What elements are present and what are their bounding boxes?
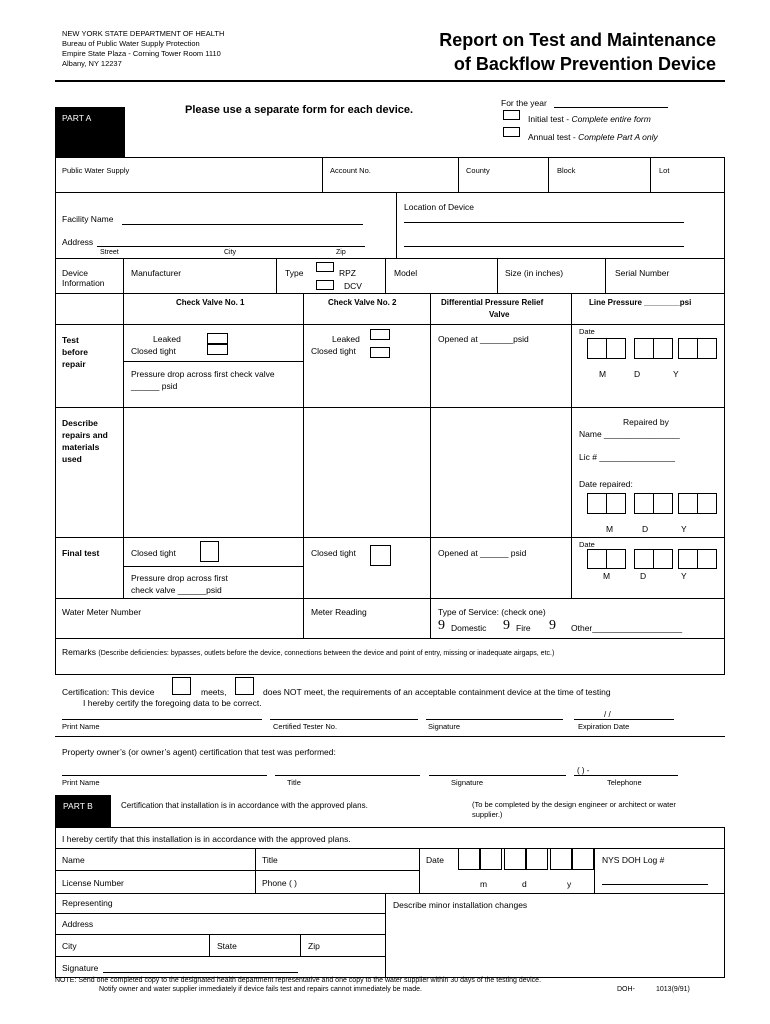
part-b-date-d: d <box>522 879 527 889</box>
final-cv2-checkbox[interactable] <box>370 545 391 566</box>
date-digit-box[interactable] <box>653 493 673 514</box>
rule <box>55 893 725 894</box>
meets-label: meets, <box>201 687 227 697</box>
device-info-label: Device Information <box>62 268 105 288</box>
final-cv1-checkbox[interactable] <box>200 541 219 562</box>
date-digit-box[interactable] <box>634 549 654 569</box>
part-b-name-label: Name <box>62 855 85 865</box>
rule <box>571 293 572 598</box>
check-valve-2-header: Check Valve No. 2 <box>328 298 397 307</box>
form-id-prefix: DOH- <box>617 986 635 993</box>
location-field-line1[interactable] <box>404 222 684 223</box>
test-date-y: Y <box>673 369 679 379</box>
county-label: County <box>466 166 490 175</box>
date-digit-box[interactable] <box>678 338 698 359</box>
part-b-title-label: Title <box>262 855 278 865</box>
owner-telephone-field[interactable] <box>574 775 678 776</box>
date-digit-box[interactable] <box>697 338 717 359</box>
cv1-closed-tight-label: Closed tight <box>131 346 176 356</box>
owner-signature-label: Signature <box>451 778 484 787</box>
date-digit-box[interactable] <box>572 848 594 870</box>
nys-doh-log-label: NYS DOH Log # <box>602 855 665 865</box>
part-b-label-block <box>55 795 111 827</box>
rule <box>430 293 431 598</box>
certification-prefix: Certification: This device <box>62 687 155 697</box>
phone-format: ( ) - <box>577 766 590 775</box>
final-relief-opened-at-label: Opened at ______ psid <box>438 548 527 558</box>
rule <box>55 848 725 849</box>
date-digit-box[interactable] <box>678 549 698 569</box>
agency-city: Albany, NY 12237 <box>62 59 122 68</box>
part-b-note: (To be completed by the design engineer or architect or water supplier.) <box>472 800 676 819</box>
certify-data-correct: I hereby certify the foregoing data to be correct. <box>83 698 262 708</box>
cv2-leaked-label: Leaked <box>332 334 360 344</box>
final-date-d: D <box>640 571 647 581</box>
form-number: 1013(9/91) <box>656 986 690 993</box>
repair-date-d: D <box>642 524 649 534</box>
date-digit-box[interactable] <box>550 848 572 870</box>
expiration-date-slashes: / / <box>604 710 611 719</box>
rule <box>300 934 301 956</box>
does-not-meet-checkbox[interactable] <box>235 677 254 695</box>
rule <box>303 598 304 638</box>
owner-title-label: Title <box>287 778 301 787</box>
date-digit-box[interactable] <box>526 848 548 870</box>
test-before-repair-label: Test before repair <box>62 335 88 369</box>
fire-label: Fire <box>516 623 531 633</box>
rule <box>55 956 385 957</box>
footer-note-1: NOTE: Send one completed copy to the designated health department representative and one copy to the water supplier within 30 days of the testing device. <box>55 977 542 984</box>
part-b-hereby: I hereby certify that this installation is in accordance with the approved plans. <box>62 834 351 844</box>
date-digit-box[interactable] <box>587 493 607 514</box>
check-valve-1-header: Check Valve No. 1 <box>176 298 245 307</box>
describe-changes-label: Describe minor installation changes <box>393 900 528 910</box>
meter-reading-label: Meter Reading <box>311 607 367 617</box>
property-owner-statement: Property owner’s (or owner’s agent) certification that test was performed: <box>62 747 336 757</box>
location-field-line2[interactable] <box>404 246 684 247</box>
repair-name-label: Name ________________ <box>579 429 680 439</box>
rule <box>55 407 725 408</box>
owner-telephone-label: Telephone <box>607 778 642 787</box>
rule <box>303 293 304 598</box>
cv1-leaked-label: Leaked <box>153 334 181 344</box>
owner-title-field[interactable] <box>275 775 420 776</box>
date-digit-box[interactable] <box>587 338 607 359</box>
part-b-signature-field[interactable] <box>103 972 298 973</box>
rule <box>123 293 124 598</box>
date-digit-box[interactable] <box>458 848 480 870</box>
date-digit-box[interactable] <box>697 549 717 569</box>
address-field[interactable] <box>97 246 365 247</box>
other-checkbox[interactable]: 9 <box>549 618 556 633</box>
date-repaired-label: Date repaired: <box>579 479 633 489</box>
date-digit-box[interactable] <box>606 549 626 569</box>
annual-test-label: Annual test - Complete Part A only <box>528 132 658 142</box>
repair-date-m: M <box>606 524 614 534</box>
describe-repairs-label: Describe repairs and materials used <box>62 418 108 464</box>
line-pressure-header: Line Pressure ________psi <box>589 298 692 307</box>
diff-relief-header-valve: Valve <box>489 310 510 319</box>
agency-bureau: Bureau of Public Water Supply Protection <box>62 39 200 48</box>
certified-tester-label: Certified Tester No. <box>273 722 338 731</box>
cv1-leaked-checkbox[interactable] <box>207 333 228 344</box>
agency-name: NEW YORK STATE DEPARTMENT OF HEALTH <box>62 29 225 38</box>
rule <box>385 893 386 977</box>
annual-test-checkbox[interactable] <box>503 127 520 137</box>
city-sublabel: City <box>224 249 237 256</box>
for-year-field[interactable] <box>554 107 668 108</box>
rule <box>322 157 323 192</box>
final-cv2-closed-tight-label: Closed tight <box>311 548 356 558</box>
rule <box>55 638 725 639</box>
diff-relief-header: Differential Pressure Relief <box>441 298 544 307</box>
rule <box>55 293 725 294</box>
other-label: Other___________________ <box>571 623 683 633</box>
owner-print-name-label: Print Name <box>62 778 100 787</box>
rule <box>594 848 595 893</box>
rpz-label: RPZ <box>339 268 356 278</box>
final-test-label: Final test <box>62 548 100 558</box>
repair-lic-label: Lic # ________________ <box>579 452 675 462</box>
lot-label: Lot <box>659 166 670 175</box>
expiration-date-field[interactable] <box>574 719 674 720</box>
part-b-signature-label: Signature <box>62 963 99 973</box>
rule <box>55 258 725 259</box>
rule <box>385 258 386 293</box>
type-of-service-label: Type of Service: (check one) <box>438 607 546 617</box>
signature-field[interactable] <box>426 719 563 720</box>
date-digit-box[interactable] <box>504 848 526 870</box>
owner-print-name-field[interactable] <box>62 775 267 776</box>
dcv-checkbox[interactable] <box>316 280 334 290</box>
size-label: Size (in inches) <box>505 268 564 278</box>
rule <box>55 913 385 914</box>
date-digit-box[interactable] <box>480 848 502 870</box>
initial-test-checkbox[interactable] <box>503 110 520 120</box>
header-rule <box>55 80 725 82</box>
part-b-certification-line: Certification that installation is in accordance with the approved plans. <box>121 801 368 810</box>
rule <box>55 827 56 977</box>
rule <box>276 258 277 293</box>
does-not-meet-label: does NOT meet, the requirements of an acceptable containment device at the time of testing <box>263 687 611 697</box>
rule <box>55 598 725 599</box>
representing-label: Representing <box>62 898 113 908</box>
license-number-label: License Number <box>62 878 124 888</box>
date-digit-box[interactable] <box>653 549 673 569</box>
expiration-date-label: Expiration Date <box>578 722 630 731</box>
public-water-supply-label: Public Water Supply <box>62 166 130 175</box>
certified-tester-field[interactable] <box>270 719 418 720</box>
rule <box>419 848 420 893</box>
rule <box>548 157 549 192</box>
print-name-label: Print Name <box>62 722 100 731</box>
rule <box>209 934 210 956</box>
date-digit-box[interactable] <box>678 493 698 514</box>
cv2-closed-tight-checkbox[interactable] <box>370 347 390 358</box>
part-b-city-label: City <box>62 941 77 951</box>
final-date-y: Y <box>681 571 687 581</box>
form-title-line2: of Backflow Prevention Device <box>453 54 716 74</box>
rule <box>55 934 385 935</box>
print-name-field[interactable] <box>62 719 262 720</box>
account-no-label: Account No. <box>330 166 371 175</box>
repaired-by-label: Repaired by <box>623 417 669 427</box>
date-digit-box[interactable] <box>634 493 654 514</box>
facility-name-label: Facility Name <box>62 214 114 224</box>
rule <box>55 192 725 193</box>
date-digit-box[interactable] <box>606 338 626 359</box>
relief-opened-at-label: Opened at _______psid <box>438 334 529 344</box>
for-year-label: For the year <box>501 98 547 108</box>
owner-signature-field[interactable] <box>429 775 566 776</box>
rule <box>55 157 725 158</box>
part-b-date-label: Date <box>426 855 444 865</box>
type-label: Type <box>285 268 304 278</box>
rule <box>650 157 651 192</box>
part-b-state-label: State <box>217 941 237 951</box>
model-label: Model <box>394 268 418 278</box>
final-date-label: Date <box>579 540 595 549</box>
test-date-label: Date <box>579 327 595 336</box>
water-meter-number-label: Water Meter Number <box>62 607 142 617</box>
final-pressure-drop-label: Pressure drop across first check valve ______psid <box>131 573 228 595</box>
footer-note-2: Notify owner and water supplier immediately if device fails test and repairs cannot immediately be made. <box>99 986 422 993</box>
date-digit-box[interactable] <box>587 549 607 569</box>
rule <box>497 258 498 293</box>
manufacturer-label: Manufacturer <box>131 268 182 278</box>
rule <box>55 324 725 325</box>
street-sublabel: Street <box>100 249 119 256</box>
final-date-m: M <box>603 571 611 581</box>
rule <box>123 258 124 293</box>
part-b-label: PART B <box>63 801 93 811</box>
block-label: Block <box>557 166 576 175</box>
part-b-zip-label: Zip <box>308 941 320 951</box>
cv1-closed-tight-checkbox[interactable] <box>207 344 228 355</box>
rule <box>430 598 431 638</box>
test-date-m: M <box>599 369 607 379</box>
phone-label: Phone ( ) <box>262 878 297 888</box>
rule <box>55 674 725 675</box>
facility-name-field[interactable] <box>122 224 363 225</box>
rule <box>123 566 303 567</box>
rule <box>55 537 725 538</box>
part-b-date-m: m <box>480 879 488 889</box>
initial-test-label: Initial test - Complete entire form <box>528 114 651 124</box>
date-digit-box[interactable] <box>653 338 673 359</box>
part-b-address-label: Address <box>62 919 94 929</box>
date-digit-box[interactable] <box>634 338 654 359</box>
date-digit-box[interactable] <box>606 493 626 514</box>
test-date-d: D <box>634 369 641 379</box>
meets-checkbox[interactable] <box>172 677 191 695</box>
rule <box>55 736 725 737</box>
cv2-leaked-checkbox[interactable] <box>370 329 390 340</box>
rule <box>724 827 725 977</box>
part-a-label-block <box>55 107 125 157</box>
rule <box>55 827 725 828</box>
domestic-checkbox[interactable]: 9 <box>438 618 445 633</box>
final-cv1-closed-tight-label: Closed tight <box>131 548 176 558</box>
form-title-line1: Report on Test and Maintenance <box>439 30 716 50</box>
rpz-checkbox[interactable] <box>316 262 334 272</box>
remarks-label: Remarks (Describe deficiencies: bypasses, outlets before the device, connections between the device and point of entry, missing or inadequate airgaps, etc.) <box>62 647 555 657</box>
date-digit-box[interactable] <box>697 493 717 514</box>
rule <box>396 192 397 258</box>
repair-date-y: Y <box>681 524 687 534</box>
cv1-pressure-drop-label: Pressure drop across first check valve ______ psid <box>131 369 275 391</box>
rule <box>458 157 459 192</box>
fire-checkbox[interactable]: 9 <box>503 618 510 633</box>
rule <box>605 258 606 293</box>
agency-address: Empire State Plaza - Corning Tower Room 1110 <box>62 49 221 58</box>
cv2-closed-tight-label: Closed tight <box>311 346 356 356</box>
rule <box>123 361 303 362</box>
signature-label: Signature <box>428 722 461 731</box>
separate-form-instruction: Please use a separate form for each device. <box>185 104 414 116</box>
serial-number-label: Serial Number <box>615 268 670 278</box>
address-label: Address <box>62 237 94 247</box>
part-b-date-y: y <box>567 879 572 889</box>
rule <box>55 870 419 871</box>
zip-sublabel: Zip <box>336 249 346 256</box>
part-a-label: PART A <box>62 113 92 123</box>
nys-doh-log-field[interactable] <box>602 884 708 885</box>
location-of-device-label: Location of Device <box>404 202 474 212</box>
dcv-label: DCV <box>344 281 362 291</box>
domestic-label: Domestic <box>451 623 487 633</box>
